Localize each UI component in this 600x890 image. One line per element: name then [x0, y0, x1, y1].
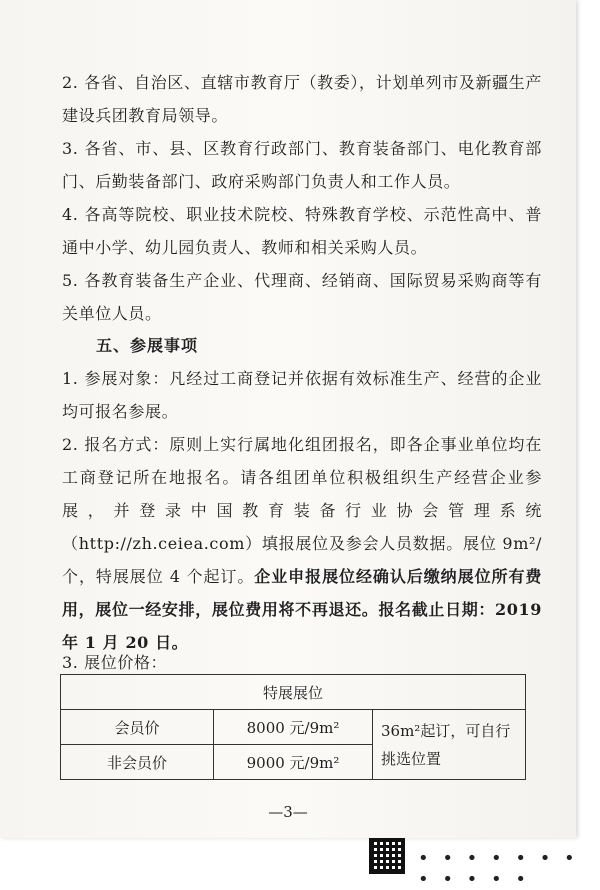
booth-note-cell: 36m²起订，可自行挑选位置	[373, 710, 526, 780]
paragraph-registration	[62, 428, 542, 659]
section-heading: 五、参展事项	[96, 336, 199, 355]
paragraph-exhibitor-scope: 1. 参展对象：凡经过工商登记并依据有效标准生产、经营的企业均可报名参展。	[62, 369, 542, 421]
table-row	[61, 710, 526, 745]
paragraph-item-5: 5. 各教育装备生产企业、代理商、经销商、国际贸易采购商等有关单位人员。	[62, 271, 542, 323]
table-row	[61, 675, 526, 710]
member-price-cell: 8000 元/9m²	[214, 710, 373, 745]
registration-bold-text: 企业申报展位经确认后缴纳展位所有费用，展位一经安排，展位费用将不再退还。报名截止日期：2019 年 1 月 20 日。	[62, 567, 543, 652]
paragraph-item-2: 2. 各省、自治区、直辖市教育厅（教委），计划单列市及新疆生产建设兵团教育局领导。	[62, 73, 542, 125]
paragraph-booth-price: 3. 展位价格：	[62, 653, 168, 672]
paragraph-item-3: 3. 各省、市、县、区教育行政部门、教育装备部门、电化教育部门、后勤装备部门、政府采购部门负责人和工作人员。	[62, 139, 542, 191]
member-label-cell: 会员价	[61, 710, 214, 745]
nonmember-price-cell: 9000 元/9m²	[214, 745, 373, 780]
table-header-cell: 特展展位	[61, 675, 526, 710]
paragraph-item-4: 4. 各高等院校、职业技术院校、特殊教育学校、示范性高中、普通中小学、幼儿园负责人、教师和相关采购人员。	[62, 205, 542, 257]
registration-text: 2. 报名方式：原则上实行属地化组团报名，即各企事业单位均在工商登记所在地报名。请各组团单位积极组织生产经营企业参展，并登录中国教育装备行业协会管理系统（http://zh.ceiea.com）填报展位及参会人员数据。展位 9m²/个，特展展位 4 个起订。	[62, 435, 542, 586]
footer-dots: • • • • • • • • • • • •	[418, 848, 579, 890]
page-number: —3—	[268, 803, 308, 821]
nonmember-label-cell: 非会员价	[61, 745, 214, 780]
qr-code-icon	[369, 838, 405, 874]
booth-price-table	[60, 674, 526, 780]
